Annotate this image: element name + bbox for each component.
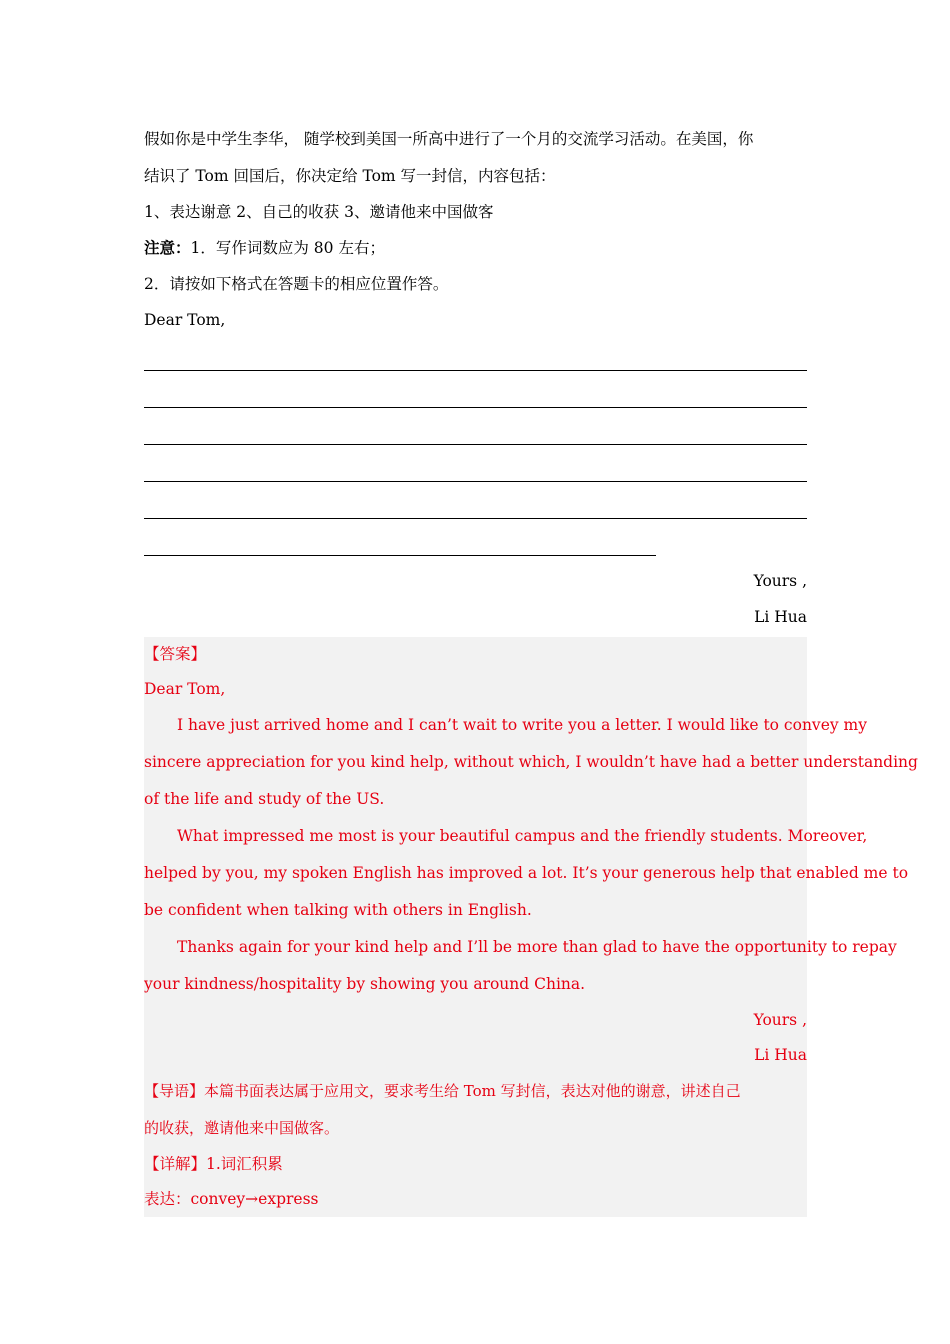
guide-line: 的收获，邀请他来中国做客。 [144,1119,340,1137]
letter-closing: Yours , [753,572,807,590]
answer-closing: Yours , [753,1011,807,1029]
answer-signature: Li Hua [754,1046,807,1064]
answer-blank-line [144,523,807,560]
prompt-line-2: 结识了 Tom 回国后，你决定给 Tom 写一封信，内容包括： [144,167,556,185]
prompt-line-1: 假如你是中学生李华， 随学校到美国一所高中进行了一个月的交流学习活动。在美国，你 [144,130,754,148]
detail-heading: 【详解】1.词汇积累 [144,1155,283,1173]
document-page [144,120,918,1217]
note-line-2: 2．请按如下格式在答题卡的相应位置作答。 [144,275,449,293]
answer-paragraph-2-line: helped by you, my spoken English has improved a lot. It’s your generous help that enabled me to [144,864,909,882]
prompt-line-3: 1、表达谢意 2、自己的收获 3、邀请他来中国做客 [144,203,494,221]
answer-label: 【答案】 [144,645,207,663]
answer-blank-line [144,486,807,523]
letter-greeting: Dear Tom, [144,311,226,329]
answer-paragraph-1-line: of the life and study of the US. [144,790,385,808]
note-line [144,230,807,266]
answer-greeting: Dear Tom, [144,680,226,698]
guide-line: 【导语】本篇书面表达属于应用文，要求考生给 Tom 写封信，表达对他的谢意，讲述自己 [144,1082,741,1100]
answer-paragraph-1-line: sincere appreciation for you kind help, without which, I wouldn’t have had a better understanding [144,753,918,771]
answer-paragraph-1-line: I have just arrived home and I can’t wait to write you a letter. I would like to convey my [177,716,867,734]
answer-blank-line [144,375,807,412]
answer-blank-line [144,449,807,486]
answer-section [144,637,918,1217]
note-label: 注意： [144,238,191,257]
note-text: 1．写作词数应为 80 左右； [190,239,385,257]
answer-paragraph-2-line: be confident when talking with others in English. [144,901,532,919]
answer-paragraph-3-line: your kindness/hospitality by showing you around China. [144,975,586,993]
vocab-line: 表达：convey→express [144,1190,319,1208]
letter-signature: Li Hua [754,608,807,626]
answer-paragraph-3-line: Thanks again for your kind help and I’ll be more than glad to have the opportunity to repay [177,938,897,956]
answer-paragraph-2-line: What impressed me most is your beautiful campus and the friendly students. Moreover, [177,827,868,845]
answer-blank-line [144,338,807,375]
answer-blank-line [144,412,807,449]
